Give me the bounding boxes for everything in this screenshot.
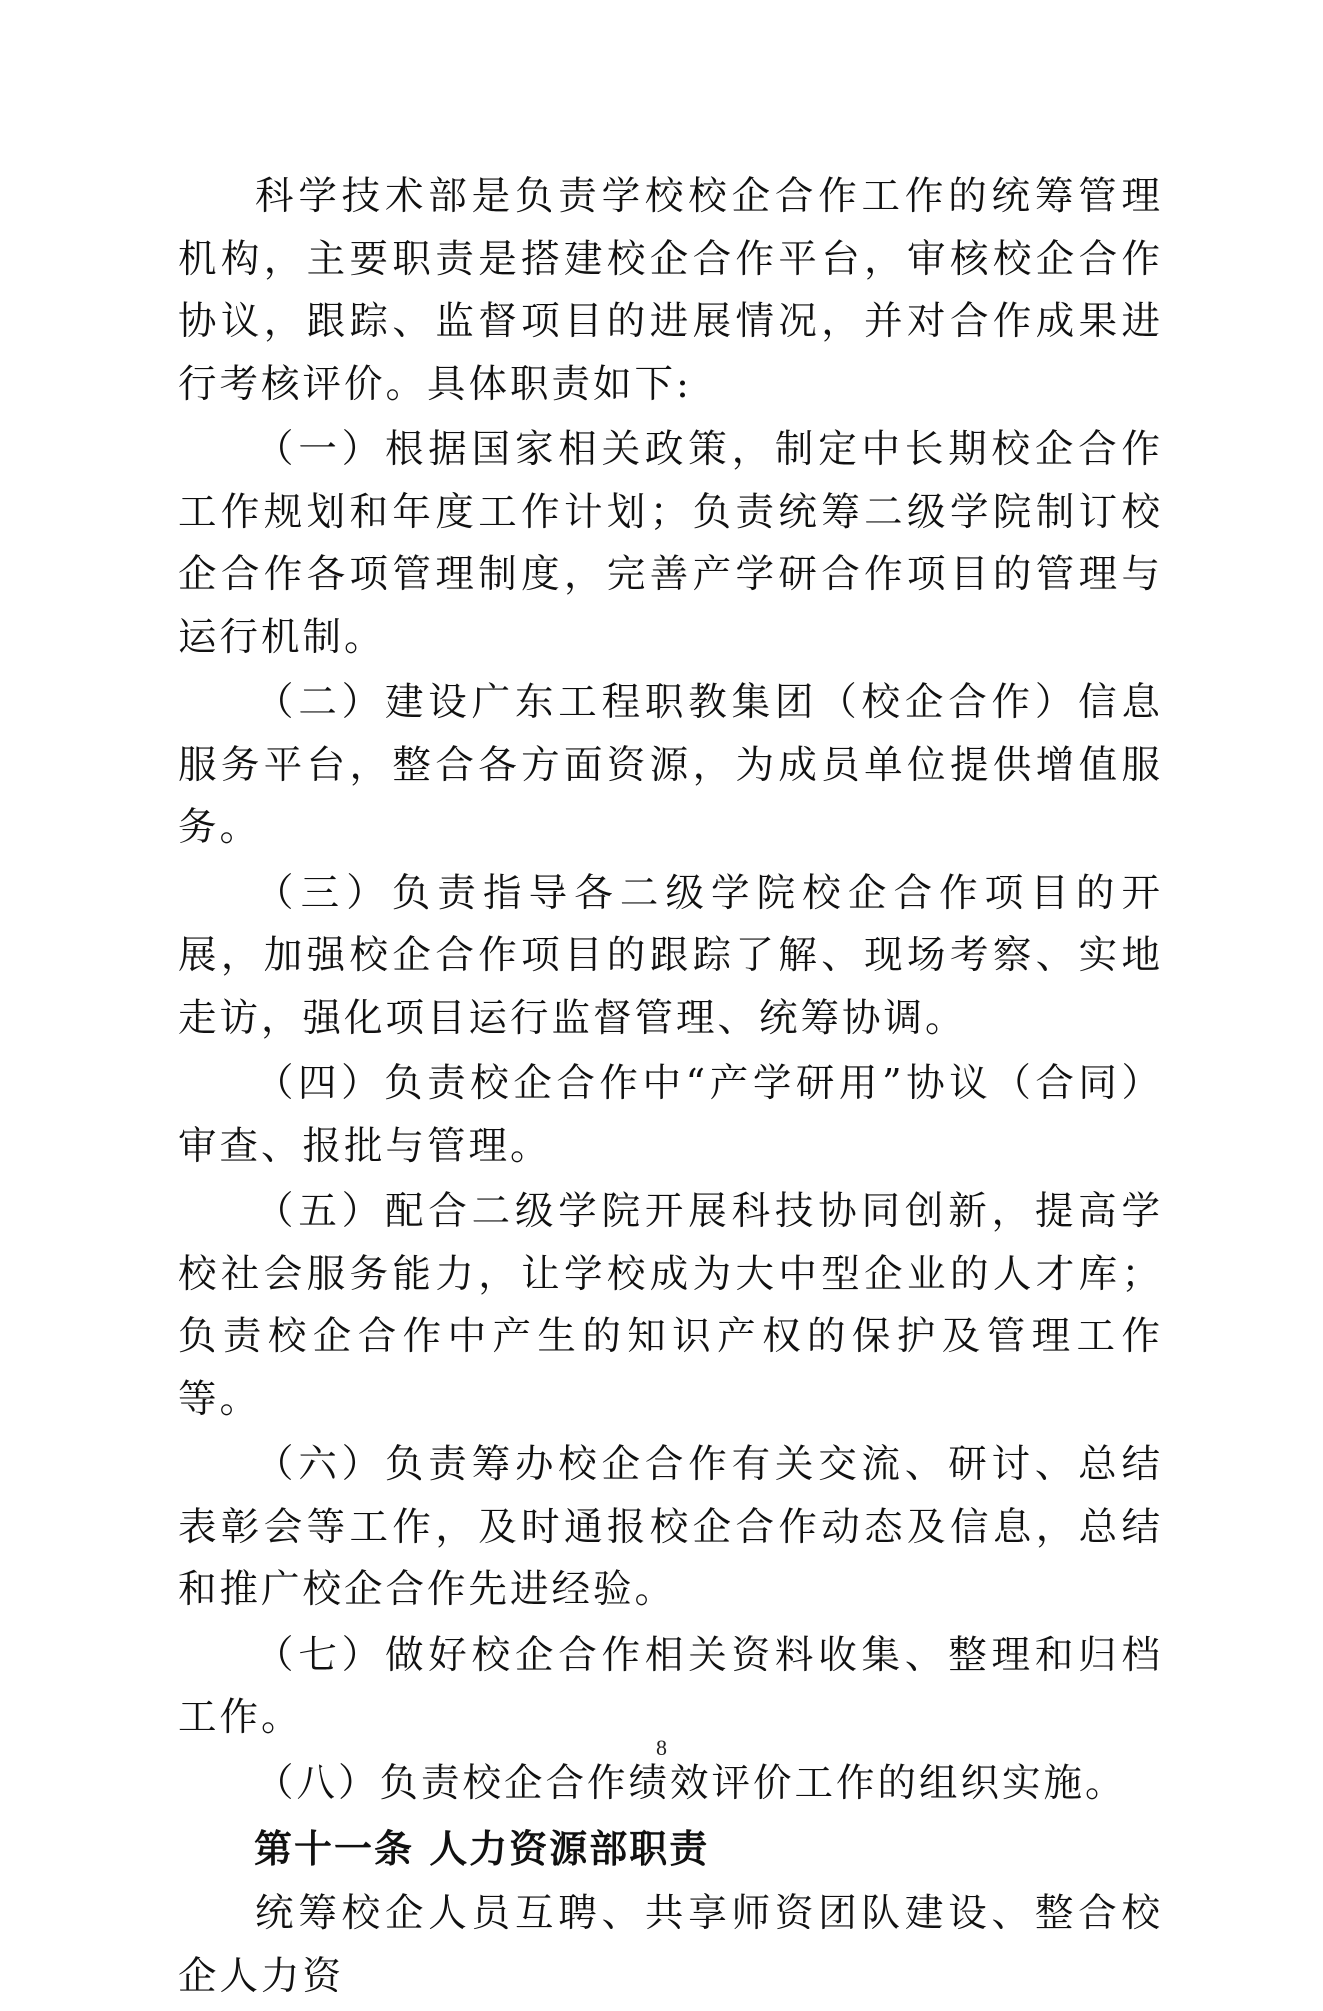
duty-item-5: （五）配合二级学院开展科技协同创新，提高学校社会服务能力，让学校成为大中型企业的人才库；负责校企合作中产生的知识产权的保护及管理工作等。	[178, 1189, 1163, 1422]
intro-paragraph: 科学技术部是负责学校校企合作工作的统筹管理机构，主要职责是搭建校企合作平台，审核校企合作协议，跟踪、监督项目的进展情况，并对合作成果进行考核评价。具体职责如下:	[178, 174, 1163, 407]
duty-item-4: （四）负责校企合作中“产学研用”协议（合同）审查、报批与管理。	[178, 1061, 1163, 1169]
article-heading: 第十一条 人力资源部职责	[254, 1827, 710, 1871]
duty-item-1: （一）根据国家相关政策，制定中长期校企合作工作规划和年度工作计划；负责统筹二级学院制订校企合作各项管理制度，完善产学研合作项目的管理与运行机制。	[178, 427, 1163, 660]
duty-item-8: （八）负责校企合作绩效评价工作的组织实施。	[255, 1760, 1127, 1806]
duty-item-3: （三）负责指导各二级学院校企合作项目的开展，加强校企合作项目的跟踪了解、现场考察、实地走访，强化项目运行监督管理、统筹协调。	[178, 870, 1163, 1041]
page-number: 8	[656, 1735, 667, 1760]
duty-item-6: （六）负责筹办校企合作有关交流、研讨、总结表彰会等工作，及时通报校企合作动态及信息，总结和推广校企合作先进经验。	[178, 1442, 1163, 1612]
duty-item-7: （七）做好校企合作相关资料收集、整理和归档工作。	[178, 1632, 1163, 1740]
hr-duty-paragraph: 统筹校企人员互聘、共享师资团队建设、整合校企人力资	[178, 1891, 1163, 1999]
duty-item-2: （二）建设广东工程职教集团（校企合作）信息服务平台，整合各方面资源，为成员单位提供增值服务。	[178, 680, 1163, 850]
